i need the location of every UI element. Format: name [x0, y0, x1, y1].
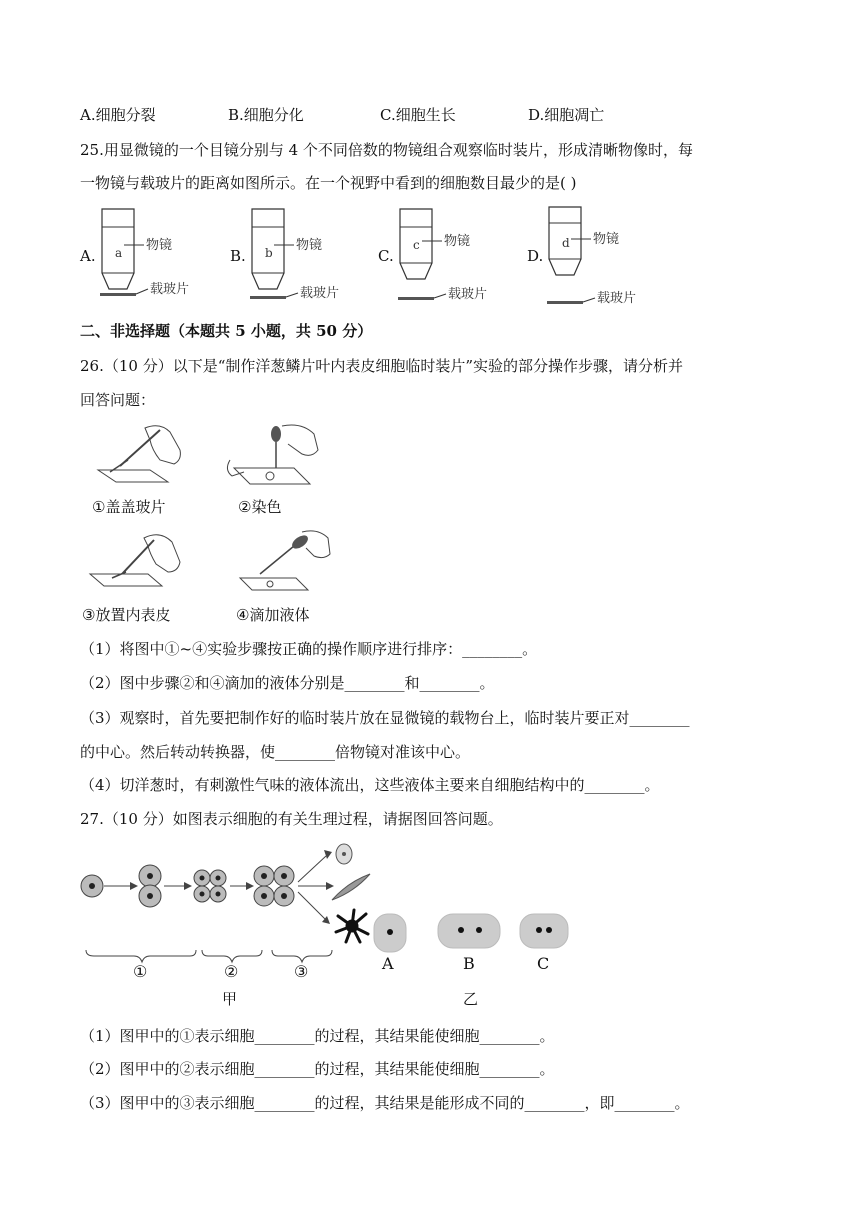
objective-label: 物镜	[146, 238, 173, 253]
slide-label: 载玻片	[448, 287, 488, 302]
cell-label-b: B	[463, 954, 475, 973]
add-liquid-illustration	[230, 528, 340, 598]
lens-letter: d	[562, 236, 570, 250]
option-label: A.	[80, 247, 96, 265]
lens-letter: b	[265, 246, 273, 260]
caption-step-2: ②染色	[238, 498, 282, 516]
cell-label-a: A	[382, 954, 394, 973]
q26-stem-line2: 回答问题：	[80, 391, 156, 409]
q24-option-c: C.细胞生长	[380, 106, 456, 124]
slide-label: 载玻片	[300, 286, 340, 301]
coverslip-illustration	[90, 420, 200, 490]
option-label: B.	[230, 247, 246, 265]
option-label: D.	[527, 247, 544, 265]
label-yi: 乙	[463, 990, 479, 1008]
caption-step-3: ③放置内表皮	[82, 606, 171, 624]
q26-stem-line1: 26.（10 分）以下是“制作洋葱鳞片叶内表皮细胞临时装片”实验的部分操作步骤，请分析并	[80, 357, 684, 375]
lens-letter: c	[413, 238, 420, 252]
objective-label: 物镜	[444, 234, 471, 249]
q26-sub-3-line1: （3）观察时，首先要把制作好的临时装片放在显微镜的载物台上，临时装片要正对________	[80, 709, 690, 727]
process-label-3: ③	[294, 962, 309, 981]
q27-sub-3: （3）图甲中的③表示细胞________的过程，其结果是能形成不同的________，即________。	[80, 1094, 690, 1112]
q24-option-a: A.细胞分裂	[80, 106, 156, 124]
staining-illustration	[222, 420, 332, 490]
q26-sub-1: （1）将图中①~④实验步骤按正确的操作顺序进行排序：________。	[80, 640, 538, 658]
lens-letter: a	[115, 246, 123, 260]
slide-label: 载玻片	[597, 291, 637, 306]
cell-division-diagram	[80, 838, 580, 988]
q27-sub-1: （1）图甲中的①表示细胞________的过程，其结果能使细胞________。	[80, 1027, 555, 1045]
q26-sub-3-line2: 的中心。然后转动转换器，使________倍物镜对准该中心。	[80, 743, 471, 761]
objective-lens-c-diagram	[392, 205, 512, 310]
step-4-figure	[230, 528, 350, 628]
caption-step-4: ④滴加液体	[236, 606, 310, 624]
q27-stem: 27.（10 分）如图表示细胞的有关生理过程，请据图回答问题。	[80, 810, 503, 828]
cell-label-c: C	[537, 954, 550, 973]
q24-option-b: B.细胞分化	[228, 106, 304, 124]
slide-label: 载玻片	[150, 282, 190, 297]
q25-option-d	[527, 205, 727, 315]
q24-options	[80, 104, 780, 126]
q26-sub-2: （2）图中步骤②和④滴加的液体分别是________和________。	[80, 674, 495, 692]
process-label-1: ①	[133, 962, 148, 981]
objective-label: 物镜	[593, 232, 620, 247]
option-label: C.	[378, 247, 394, 265]
step-3-figure	[82, 528, 202, 628]
objective-lens-b-diagram	[244, 205, 364, 310]
q25-stem-line2: 一物镜与载玻片的距离如图所示。在一个视野中看到的细胞数目最少的是( )	[80, 174, 577, 192]
step-2-figure	[222, 420, 332, 520]
q24-option-d: D.细胞凋亡	[528, 106, 605, 124]
q27-sub-2: （2）图甲中的②表示细胞________的过程，其结果能使细胞________。	[80, 1060, 555, 1078]
label-jia: 甲	[222, 990, 238, 1008]
caption-step-1: ①盖盖玻片	[92, 498, 166, 516]
cell-process-figure	[80, 838, 580, 1008]
place-epidermis-illustration	[82, 528, 192, 598]
q25-stem-line1: 25.用显微镜的一个目镜分别与 4 个不同倍数的物镜组合观察临时装片，形成清晰物像时，每	[80, 141, 693, 159]
q26-sub-4: （4）切洋葱时，有刺激性气味的液体流出，这些液体主要来自细胞结构中的________。	[80, 776, 660, 794]
step-1-figure	[90, 420, 200, 520]
objective-lens-d-diagram	[541, 205, 661, 310]
objective-lens-a-diagram	[94, 205, 214, 310]
section-2-title: 二、非选择题（本题共 5 小题，共 50 分）	[80, 322, 373, 340]
process-label-2: ②	[224, 962, 239, 981]
objective-label: 物镜	[296, 238, 323, 253]
